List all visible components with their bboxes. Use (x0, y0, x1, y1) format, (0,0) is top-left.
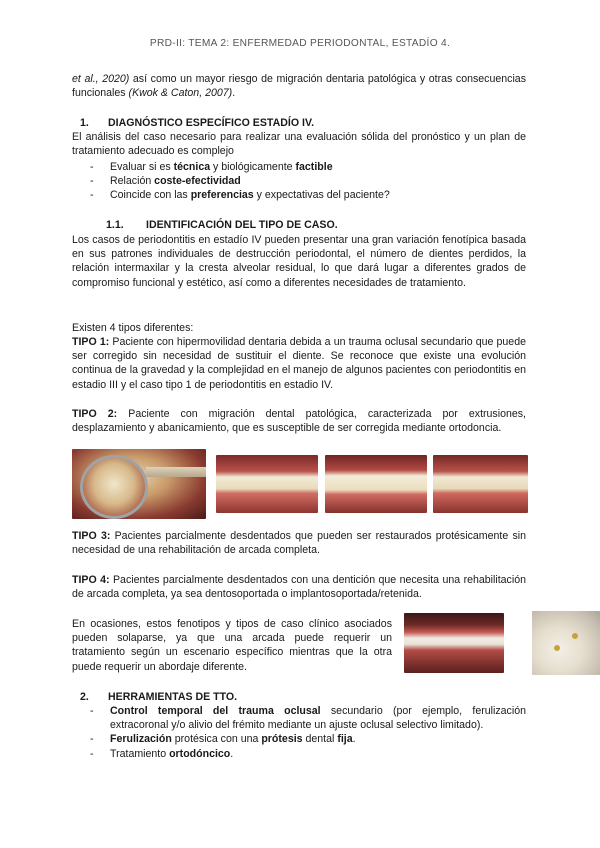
tipo-label: TIPO 3: (72, 530, 111, 542)
citation: (Kwok & Caton, 2007) (128, 87, 233, 100)
teeth (146, 467, 206, 477)
section-number: 1.1. (106, 219, 124, 231)
bold-text: preferencias (190, 189, 254, 202)
dash: - (90, 161, 94, 173)
section-heading (80, 690, 237, 704)
section-title: HERRAMIENTAS DE TTO. (108, 691, 238, 703)
tipo-4-paragraph (72, 573, 526, 601)
implant-abutment (572, 633, 578, 639)
bold-text: ortodóncico (169, 747, 231, 760)
prosthesis-model-photo (532, 611, 600, 675)
frontal-teeth-photo-2 (325, 455, 427, 513)
section-number: 1. (80, 117, 89, 129)
text: protésica con una (171, 733, 262, 746)
frontal-teeth-photo-3 (433, 455, 528, 513)
dash: - (90, 733, 94, 746)
section-body: El análisis del caso necesario para realizar una evaluación sólida del pronóstico y un plan de tratamiento adecuado es complejo (72, 131, 526, 158)
text: dental (302, 733, 338, 746)
tipo-text: Paciente con hipermovilidad dentaria debida a un trauma oclusal secundario que puede ser corregido sin necesidad de sustituir el diente. Se reconoce que existe una evolución continua de la gravedad y la complejidad en el manejo de algunos pacientes con periodontitis en estadio III y el caso tipo 1 de periodontitis en estadio IV. (72, 336, 526, 391)
dash: - (90, 705, 94, 717)
bold-text: prótesis (261, 733, 303, 746)
bold-text: coste-efectividad (154, 175, 241, 188)
types-intro: Existen 4 tipos diferentes: (72, 322, 194, 334)
dash: - (90, 189, 94, 202)
dash: - (90, 175, 94, 188)
text: secundario (por ejemplo, ferulización extracoronal y/o alivio del frémito mediante un ajuste oclusal selectivo limitado). (110, 705, 526, 732)
section-title: DIAGNÓSTICO ESPECÍFICO ESTADÍO IV. (108, 117, 315, 129)
page-header: PRD-II: TEMA 2: ENFERMEDAD PERIODONTAL, ESTADÍO 4. (149, 38, 451, 49)
tipo-label: TIPO 1: (72, 336, 110, 348)
intro-paragraph (72, 72, 526, 100)
text: Coincide con las (110, 189, 191, 202)
section-title: IDENTIFICACIÓN DEL TIPO DE CASO. (146, 219, 338, 231)
dental-mirror (80, 455, 148, 519)
list-item (90, 174, 530, 188)
tipo-label: TIPO 2: (72, 408, 118, 420)
intro-text-end: . (232, 87, 236, 100)
tipo-1-paragraph (72, 335, 526, 392)
subsection-heading (106, 218, 338, 232)
bullet-list (90, 704, 526, 761)
section-body: Los casos de periodontitis en estadío IV pueden presentar una gran variación fenotípica basada en sus patrones individuales de destrucción periodontal, el número de dientes perdidos, la relación intermaxilar y la cresta alveolar residual, lo que dará lugar a diferentes grados de compromiso funcional y estético, así como a diferentes necesidades de tratamiento. (72, 234, 526, 289)
tipo-label: TIPO 4: (72, 574, 110, 586)
bold-text: Ferulización (110, 733, 172, 746)
list-item (90, 160, 530, 174)
bold-text: técnica (173, 161, 211, 173)
citation: et al., 2020) (72, 73, 130, 85)
list-item (90, 188, 530, 202)
frontal-teeth-photo-1 (216, 455, 318, 513)
section-number: 2. (80, 691, 89, 703)
text: . (352, 733, 356, 746)
tipo-text: Pacientes parcialmente desdentados con una dentición que necesita una rehabilitación de arcada completa, ya sea dentosoportada o implantosoportada/retenida. (72, 574, 526, 601)
tipo-3-paragraph (72, 529, 526, 557)
text: . (230, 747, 234, 760)
dash: - (90, 747, 94, 760)
list-item (90, 732, 526, 746)
text: y biológicamente (210, 161, 296, 173)
full-arch-prosthesis-photo (404, 613, 504, 673)
bullet-list (90, 160, 530, 203)
list-item (90, 747, 526, 761)
tipo-text: Paciente con migración dental patológica, caracterizada por extrusiones, desplazamiento y abanicamiento, que es susceptible de ser corregida mediante ortodoncia. (72, 408, 526, 435)
text: Relación (110, 175, 155, 188)
section-heading (80, 116, 314, 130)
text: Tratamiento (110, 747, 170, 760)
intraoral-mirror-photo (72, 449, 206, 519)
bold-text: fija (337, 733, 353, 746)
intro-text: así como un mayor riesgo de migración dentaria patológica y otras consecuencias funcionales (72, 73, 526, 100)
tipo-2-paragraph (72, 407, 526, 435)
overlap-paragraph: En ocasiones, estos fenotipos y tipos de caso clínico asociados pueden solaparse, ya que una arcada puede requerir un tratamiento según un escenario específico mientras que la otra puede requerir un abordaje diferente. (72, 618, 392, 673)
bold-text: factible (295, 161, 333, 173)
list-item (90, 704, 526, 732)
text: y expectativas del paciente? (253, 189, 390, 202)
bold-text: Control temporal del trauma oclusal (110, 705, 321, 717)
implant-abutment (554, 645, 560, 651)
text: Evaluar si es (110, 161, 174, 173)
tipo-text: Pacientes parcialmente desdentados que pueden ser restaurados protésicamente sin necesidad de una rehabilitación de arcada completa. (72, 530, 526, 557)
